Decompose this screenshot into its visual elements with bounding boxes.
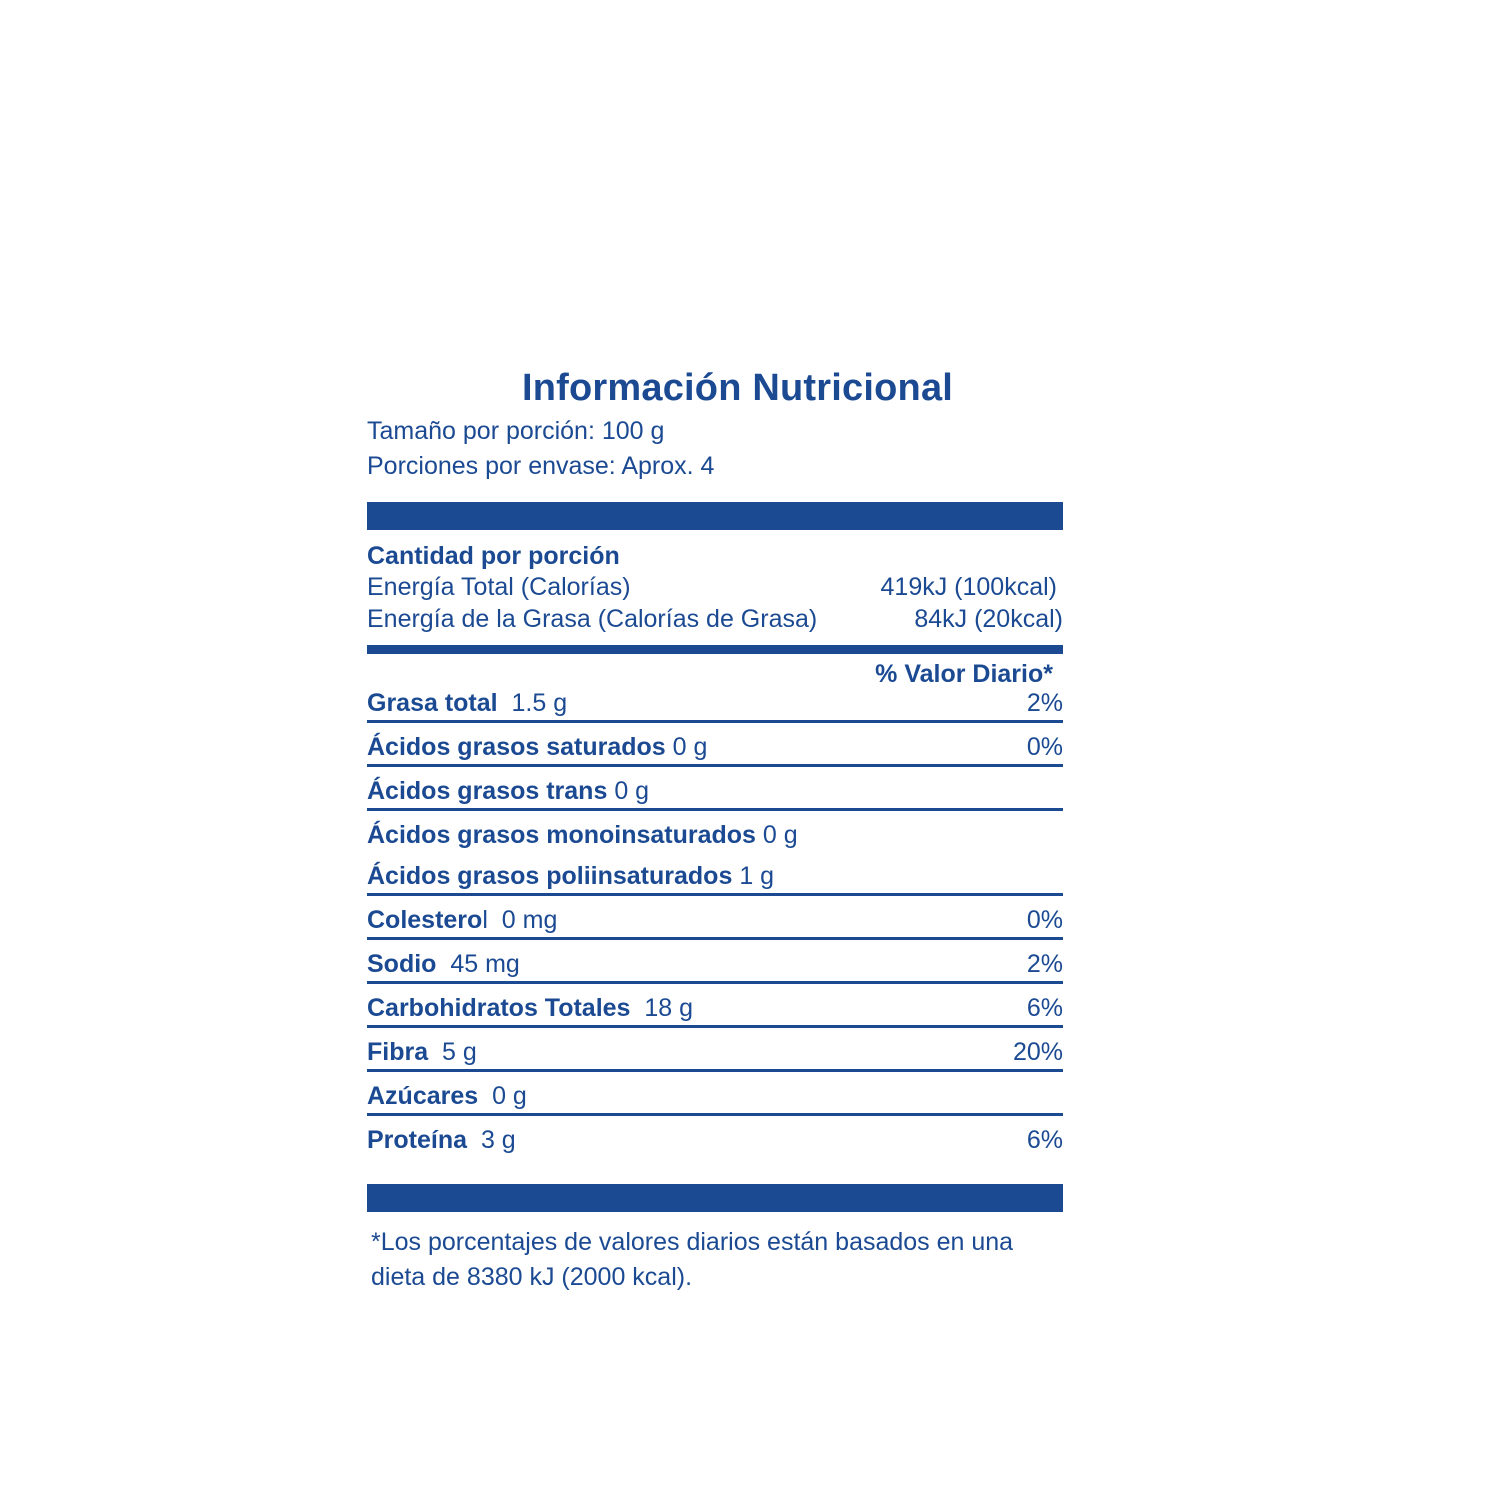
thick-divider-bottom	[367, 1184, 1063, 1212]
nutrient-name: Proteína	[367, 1126, 468, 1154]
nutrient-dv: 2%	[1026, 689, 1063, 717]
nutrient-amount: 3 g	[480, 1126, 516, 1154]
nutrient-name: Colestero	[367, 906, 483, 934]
nutrient-name: Grasa total	[367, 689, 498, 717]
footnote-line-2: dieta de 8380 kJ (2000 kcal).	[371, 1263, 693, 1291]
nutrient-name: Carbohidratos Totales	[367, 994, 631, 1022]
nutrient-row-sodio	[367, 940, 1063, 984]
nutrient-row-saturados	[367, 723, 1063, 767]
nutrient-row-azucares	[367, 1072, 1063, 1116]
nutrition-facts-label	[367, 362, 1063, 1295]
nutrient-row-colesterol	[367, 896, 1063, 940]
nutrient-amount: 1.5 g	[511, 689, 568, 717]
nutrient-amount: 1 g	[739, 862, 775, 890]
energy-total-value: 419kJ (100kcal)	[880, 573, 1057, 601]
nutrient-amount: 0 g	[614, 777, 650, 805]
nutrient-name: Ácidos grasos trans	[367, 777, 608, 805]
nutrient-name: Fibra	[367, 1038, 429, 1066]
energy-fat-row	[367, 603, 1063, 635]
thick-divider-top	[367, 502, 1063, 530]
nutrient-dv: 20%	[1012, 1038, 1063, 1066]
nutrient-dv: 6%	[1026, 1126, 1063, 1154]
nutrient-name-suffix: l	[482, 906, 488, 934]
nutrient-name: Ácidos grasos poliinsaturados	[367, 862, 733, 890]
nutrient-dv: 0%	[1026, 906, 1063, 934]
nutrient-row-monoinsaturados	[367, 811, 1063, 852]
nutrient-name: Ácidos grasos saturados	[367, 733, 666, 761]
nutrient-dv: 6%	[1026, 994, 1063, 1022]
nutrient-name: Azúcares	[367, 1082, 479, 1110]
nutrient-name: Sodio	[367, 950, 437, 978]
label-title: Información Nutricional	[521, 367, 954, 409]
amount-per-serving: Cantidad por porción	[367, 542, 620, 570]
nutrient-amount: 0 g	[762, 821, 798, 849]
serving-size: Tamaño por porción: 100 g	[367, 417, 665, 445]
footnote-line-1: *Los porcentajes de valores diarios están basados en una	[371, 1228, 1014, 1256]
nutrient-name: Ácidos grasos monoinsaturados	[367, 821, 756, 849]
nutrient-amount: 45 mg	[450, 950, 520, 978]
servings-per-container: Porciones por envase: Aprox. 4	[367, 452, 715, 480]
medium-divider	[367, 645, 1063, 654]
nutrient-amount: 0 mg	[501, 906, 558, 934]
energy-total-row	[367, 571, 1063, 603]
nutrient-amount: 0 g	[492, 1082, 527, 1110]
nutrient-dv: 0%	[1026, 733, 1063, 761]
nutrient-amount: 5 g	[442, 1038, 477, 1066]
nutrient-amount: 0 g	[672, 733, 708, 761]
footnote	[367, 1225, 1063, 1295]
energy-total-label: Energía Total (Calorías)	[367, 573, 631, 601]
nutrient-amount: 18 g	[644, 994, 694, 1022]
nutrient-row-poliinsaturados	[367, 852, 1063, 896]
nutrient-row-carbohidratos	[367, 984, 1063, 1028]
nutrient-row-trans	[367, 767, 1063, 811]
nutrient-row-fibra	[367, 1028, 1063, 1072]
energy-fat-value: 84kJ (20kcal)	[914, 605, 1063, 633]
daily-value-header: % Valor Diario*	[875, 660, 1053, 688]
nutrient-row-grasa-total	[367, 690, 1063, 723]
nutrient-dv: 2%	[1026, 950, 1063, 978]
nutrient-row-proteina	[367, 1116, 1063, 1157]
energy-fat-label: Energía de la Grasa (Calorías de Grasa)	[367, 605, 818, 633]
nutrient-list	[367, 690, 1063, 1157]
